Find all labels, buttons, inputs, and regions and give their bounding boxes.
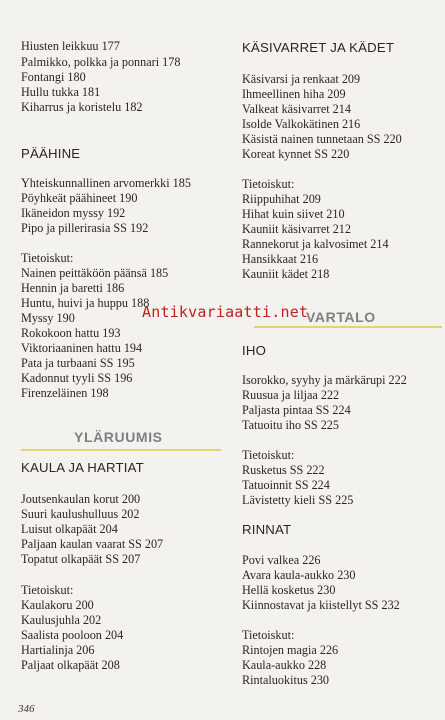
toc-entry: Isorokko, syyhy ja märkärupi 222 bbox=[242, 373, 407, 387]
toc-entry: Saalista pooloon 204 bbox=[21, 628, 124, 642]
toc-entry: Avara kaula-aukko 230 bbox=[242, 568, 356, 582]
toc-entry: Valkeat käsivarret 214 bbox=[242, 102, 351, 116]
toc-entry: Palmikko, polkka ja ponnari 178 bbox=[21, 55, 181, 69]
toc-entry: Viktoriaaninen hattu 194 bbox=[21, 341, 143, 355]
section-heading-kaula: KAULA JA HARTIAT bbox=[21, 460, 144, 475]
toc-entry: Hartialinja 206 bbox=[21, 643, 95, 657]
toc-entry: Paljasta pintaa SS 224 bbox=[242, 403, 351, 417]
watermark-text: Antikvariaatti.net bbox=[142, 303, 309, 321]
toc-entry: Tatuoinnit SS 224 bbox=[242, 478, 330, 492]
tietoiskut-label: Tietoiskut: bbox=[242, 448, 295, 462]
toc-entry: Luisut olkapäät 204 bbox=[21, 522, 118, 536]
toc-entry: Kaulakoru 200 bbox=[21, 598, 94, 612]
tietoiskut-label: Tietoiskut: bbox=[242, 628, 295, 642]
section-heading-kasivarret: KÄSIVARRET JA KÄDET bbox=[242, 40, 395, 55]
toc-entry: Isolde Valkokätinen 216 bbox=[242, 117, 361, 131]
toc-entry: Topatut olkapäät SS 207 bbox=[21, 552, 141, 566]
toc-entry: Joutsenkaulan korut 200 bbox=[21, 492, 141, 506]
toc-entry: Hansikkaat 216 bbox=[242, 252, 319, 266]
section-heading-iho: IHO bbox=[242, 343, 267, 358]
band-title-vartalo: VARTALO bbox=[306, 309, 376, 325]
tietoiskut-label: Tietoiskut: bbox=[21, 583, 74, 597]
toc-entry: Fontangi 180 bbox=[21, 70, 86, 84]
toc-entry: Koreat kynnet SS 220 bbox=[242, 147, 350, 161]
toc-entry: Hellä kosketus 230 bbox=[242, 583, 336, 597]
toc-entry: Rintaluokitus 230 bbox=[242, 673, 330, 687]
page-number: 346 bbox=[18, 703, 35, 715]
toc-entry: Rokokoon hattu 193 bbox=[21, 326, 121, 340]
toc-entry: Ihmeellinen hiha 209 bbox=[242, 87, 346, 101]
toc-entry: Huntu, huivi ja huppu 188 bbox=[21, 296, 150, 310]
section-heading-paahine: PÄÄHINE bbox=[21, 146, 81, 161]
toc-entry: Hiusten leikkuu 177 bbox=[21, 39, 120, 53]
toc-entry: Ruusua ja liljaa 222 bbox=[242, 388, 340, 402]
toc-entry: Hullu tukka 181 bbox=[21, 85, 101, 99]
band-rule bbox=[254, 326, 442, 328]
toc-entry: Kiinnostavat ja kiistellyt SS 232 bbox=[242, 598, 400, 612]
toc-entry: Myssy 190 bbox=[21, 311, 75, 325]
toc-entry: Hennin ja baretti 186 bbox=[21, 281, 125, 295]
toc-entry: Kauniit kädet 218 bbox=[242, 267, 330, 281]
toc-entry: Nainen peittäköön päänsä 185 bbox=[21, 266, 169, 280]
toc-entry: Suuri kaulushulluus 202 bbox=[21, 507, 140, 521]
toc-entry: Kaula-aukko 228 bbox=[242, 658, 327, 672]
toc-entry: Hihat kuin siivet 210 bbox=[242, 207, 345, 221]
toc-entry: Käsistä nainen tunnetaan SS 220 bbox=[242, 132, 402, 146]
toc-entry: Käsivarsi ja renkaat 209 bbox=[242, 72, 361, 86]
section-heading-rinnat: RINNAT bbox=[242, 522, 292, 537]
tietoiskut-label: Tietoiskut: bbox=[242, 177, 295, 191]
toc-entry: Pöyhkeät päähineet 190 bbox=[21, 191, 138, 205]
toc-entry: Firenzeläinen 198 bbox=[21, 386, 109, 400]
toc-entry: Riippuhihat 209 bbox=[242, 192, 321, 206]
toc-entry: Ikäneidon myssy 192 bbox=[21, 206, 126, 220]
toc-entry: Povi valkea 226 bbox=[242, 553, 321, 567]
toc-entry: Rannekorut ja kalvosimet 214 bbox=[242, 237, 389, 251]
toc-entry: Pipo ja pillerirasia SS 192 bbox=[21, 221, 149, 235]
toc-entry: Lävistetty kieli SS 225 bbox=[242, 493, 354, 507]
band-rule bbox=[21, 449, 221, 451]
toc-entry: Pata ja turbaani SS 195 bbox=[21, 356, 135, 370]
band-title-ylaruumis: YLÄRUUMIS bbox=[74, 429, 163, 445]
toc-entry: Tatuoitu iho SS 225 bbox=[242, 418, 339, 432]
tietoiskut-label: Tietoiskut: bbox=[21, 251, 74, 265]
toc-entry: Yhteiskunnallinen arvomerkki 185 bbox=[21, 176, 191, 190]
toc-entry: Kadonnut tyyli SS 196 bbox=[21, 371, 133, 385]
toc-entry: Kaulusjuhla 202 bbox=[21, 613, 102, 627]
toc-entry: Paljaan kaulan vaarat SS 207 bbox=[21, 537, 164, 551]
toc-entry: Kiharrus ja koristelu 182 bbox=[21, 100, 143, 114]
toc-entry: Paljaat olkapäät 208 bbox=[21, 658, 120, 672]
toc-entry: Rintojen magia 226 bbox=[242, 643, 339, 657]
toc-entry: Rusketus SS 222 bbox=[242, 463, 325, 477]
toc-entry: Kauniit käsivarret 212 bbox=[242, 222, 351, 236]
